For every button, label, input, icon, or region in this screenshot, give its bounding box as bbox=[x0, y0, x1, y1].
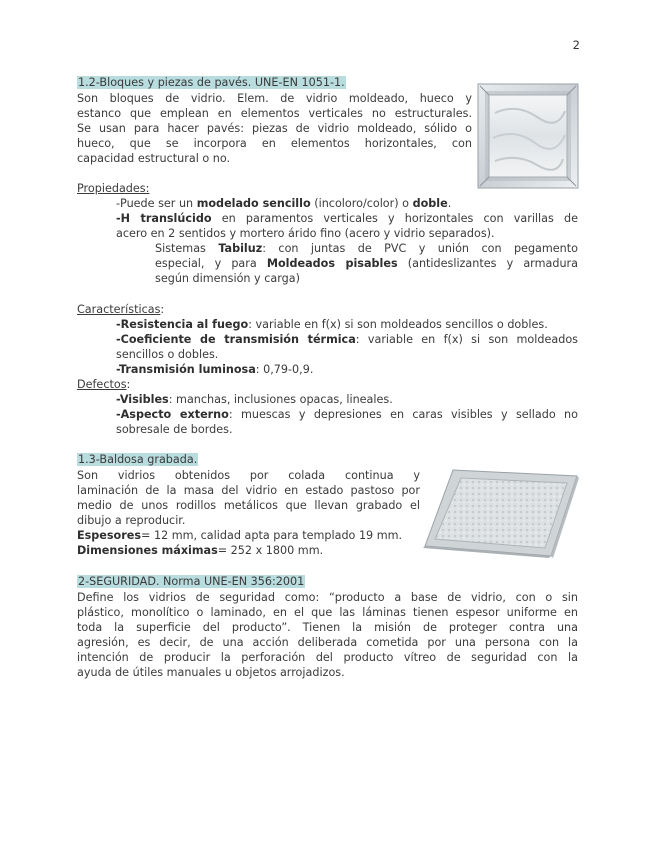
s13-line-3: medio de unos rodillos metálicos que llevan grabado el bbox=[77, 499, 420, 512]
propiedades-heading: Propiedades: bbox=[77, 182, 150, 195]
s12-line-4: hueco, que se incorpora en elementos horizontales, con bbox=[77, 137, 472, 150]
car-line-4: -Transmisión luminosa: 0,79-0,9. bbox=[116, 363, 314, 376]
s2-line-1: Define los vidrios de seguridad como: “producto a base de vidrio, con o sin bbox=[77, 591, 578, 604]
def-line-1: -Visibles: manchas, inclusiones opacas, lineales. bbox=[116, 393, 393, 406]
engraved-tile-image bbox=[423, 468, 579, 558]
prop-line-5: especial, y para Moldeados pisables (antideslizantes y armadura bbox=[155, 257, 578, 270]
prop-line-1: -Puede ser un modelado sencillo (incoloro/color) o doble. bbox=[116, 197, 452, 210]
section-2-heading-text: 2-SEGURIDAD. Norma UNE-EN 356:2001 bbox=[78, 575, 305, 588]
section-1-3-heading-text: 1.3-Baldosa grabada. bbox=[78, 453, 198, 466]
car-line-1: -Resistencia al fuego: variable en f(x) si son moldeados sencillos o dobles. bbox=[116, 318, 548, 331]
s2-line-2: plástico, monolítico o laminado, en el que las láminas tienen espesor uniforme en bbox=[77, 606, 578, 619]
car-line-2: -Coeficiente de transmisión térmica: variable en f(x) si son moldeados bbox=[116, 333, 578, 346]
s13-line-4: dibujo a reproducir. bbox=[77, 514, 186, 527]
page-number: 2 bbox=[572, 38, 580, 52]
s2-line-5: intención de producir la perforación del producto vítreo de seguridad con la bbox=[77, 651, 578, 664]
s12-line-2: estanco que emplean en elementos verticales no estructurales. bbox=[77, 107, 472, 120]
section-1-2-heading-text: 1.2-Bloques y piezas de pavés. UNE-EN 1051-1. bbox=[78, 76, 345, 89]
prop-line-3: acero en 2 sentidos y mortero árido fino (acero y vidrio separados). bbox=[116, 227, 495, 240]
prop-line-6: según dimensión y carga) bbox=[155, 272, 300, 285]
s12-line-5: capacidad estructural o no. bbox=[77, 152, 231, 165]
defectos-heading: Defectos: bbox=[77, 378, 131, 391]
s13-line-2: laminación de la masa del vidrio en estado pastoso por bbox=[77, 484, 420, 497]
s13-dimensiones: Dimensiones máximas= 252 x 1800 mm. bbox=[77, 544, 324, 557]
s12-line-1: Son bloques de vidrio. Elem. de vidrio moldeado, hueco y bbox=[77, 92, 472, 105]
prop-line-4: Sistemas Tabiluz: con juntas de PVC y unión con pegamento bbox=[155, 242, 579, 255]
glass-block-image bbox=[477, 83, 579, 189]
section-2-heading bbox=[77, 574, 305, 589]
section-1-3-heading bbox=[77, 452, 198, 467]
caracteristicas-heading: Características: bbox=[77, 303, 165, 316]
def-line-3: sobresale de bordes. bbox=[116, 423, 233, 436]
car-line-3: sencillos o dobles. bbox=[116, 348, 219, 361]
s2-line-6: ayuda de útiles manuales u objetos arrojadizos. bbox=[77, 666, 345, 679]
section-1-2-heading bbox=[77, 75, 346, 90]
def-line-2: -Aspecto externo: muescas y depresiones en caras visibles y sellado no bbox=[116, 408, 578, 421]
s12-line-3: Se usan para hacer pavés: piezas de vidrio moldeado, sólido o bbox=[77, 122, 472, 135]
s2-line-4: agresión, es decir, de una acción deliberada cometida por una persona con la bbox=[77, 636, 578, 649]
prop-line-2: -H translúcido en paramentos verticales y horizontales con varillas de bbox=[116, 212, 578, 225]
s13-line-1: Son vidrios obtenidos por colada continua y bbox=[77, 469, 420, 482]
s13-espesores: Espesores= 12 mm, calidad apta para templado 19 mm. bbox=[77, 529, 403, 542]
s2-line-3: toda la superficie del producto”. Tienen la misión de proteger contra una bbox=[77, 621, 578, 634]
